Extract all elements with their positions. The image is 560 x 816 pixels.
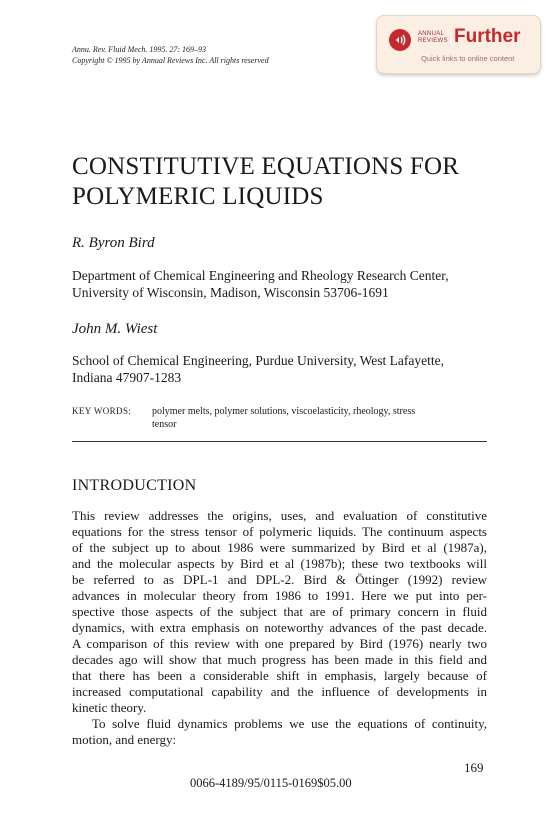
keywords-line: tensor: [152, 419, 177, 430]
body-line: increased computational capability and the influence of developments in: [72, 684, 487, 699]
body-line: equations for the stress tensor of polymeric liquids. The continuum aspects: [72, 524, 487, 539]
section-divider: [72, 441, 487, 442]
body-line: that there has been a considerable shift in emphasis, largely because of: [72, 668, 487, 683]
affiliation-line: School of Chemical Engineering, Purdue University, West Lafayette,: [72, 353, 444, 368]
sound-wave-icon: [389, 29, 411, 51]
body-line: and the molecular aspects by Bird et al (1987b); these two textbooks will: [72, 556, 487, 571]
document-code: 0066-4189/95/0115-0169$05.00: [190, 776, 352, 790]
body-line: spective those aspects of the subject that are of primary concern in fluid: [72, 604, 487, 619]
article-title: [72, 152, 492, 212]
badge-further-label: Further: [454, 26, 521, 47]
author-name: R. Byron Bird: [72, 235, 155, 251]
body-line: A comparison of this review with one prepared by Bird (1976) nearly two: [72, 636, 487, 651]
affiliation-line: Indiana 47907-1283: [72, 370, 182, 385]
affiliation-line: University of Wisconsin, Madison, Wisconsin 53706-1691: [72, 285, 389, 300]
affiliation-line: Department of Chemical Engineering and Rheology Research Center,: [72, 268, 449, 283]
badge-annual-label: ANNUAL: [418, 31, 445, 37]
further-reviews-badge[interactable]: [376, 15, 541, 74]
section-heading: INTRODUCTION: [72, 477, 197, 494]
journal-copyright: Copyright © 1995 by Annual Reviews Inc. All rights reserved: [72, 56, 269, 65]
keywords-label: KEY WORDS:: [72, 406, 132, 416]
body-line: This review addresses the origins, uses, and evaluation of constitutive: [72, 508, 487, 523]
introduction-body: [72, 508, 487, 748]
journal-citation: Annu. Rev. Fluid Mech. 1995. 27: 169–93: [72, 45, 207, 54]
body-line: kinetic theory.: [72, 700, 147, 715]
body-line: decades ago will show that much progress has been made in this field and: [72, 652, 487, 667]
page-number: 169: [464, 760, 484, 775]
keywords-list: [152, 405, 487, 431]
body-line: motion, and energy:: [72, 732, 177, 747]
badge-publisher: [418, 31, 452, 44]
keywords-line: polymer melts, polymer solutions, viscoelasticity, rheology, stress: [152, 406, 416, 417]
title-line-1: CONSTITUTIVE EQUATIONS FOR: [72, 153, 460, 180]
body-line: of the subject up to about 1986 were summarized by Bird et al (1987a),: [72, 540, 487, 555]
body-line: dynamics, with extra emphasis on noteworthy advances of the past decade.: [72, 620, 487, 635]
badge-subtitle: Quick links to online content: [421, 54, 515, 63]
body-line: To solve fluid dynamics problems we use the equations of continuity,: [72, 716, 487, 731]
author-name: John M. Wiest: [72, 321, 158, 337]
badge-reviews-label: REVIEWS: [418, 37, 448, 44]
body-line: be referred to as DPL-1 and DPL-2. Bird & Öttinger (1992) review: [72, 572, 487, 587]
title-line-2: POLYMERIC LIQUIDS: [72, 183, 324, 210]
author-affiliation: [72, 267, 502, 301]
body-line: advances in molecular theory from 1986 to 1991. Here we put into per-: [72, 588, 487, 603]
author-affiliation: [72, 352, 502, 386]
